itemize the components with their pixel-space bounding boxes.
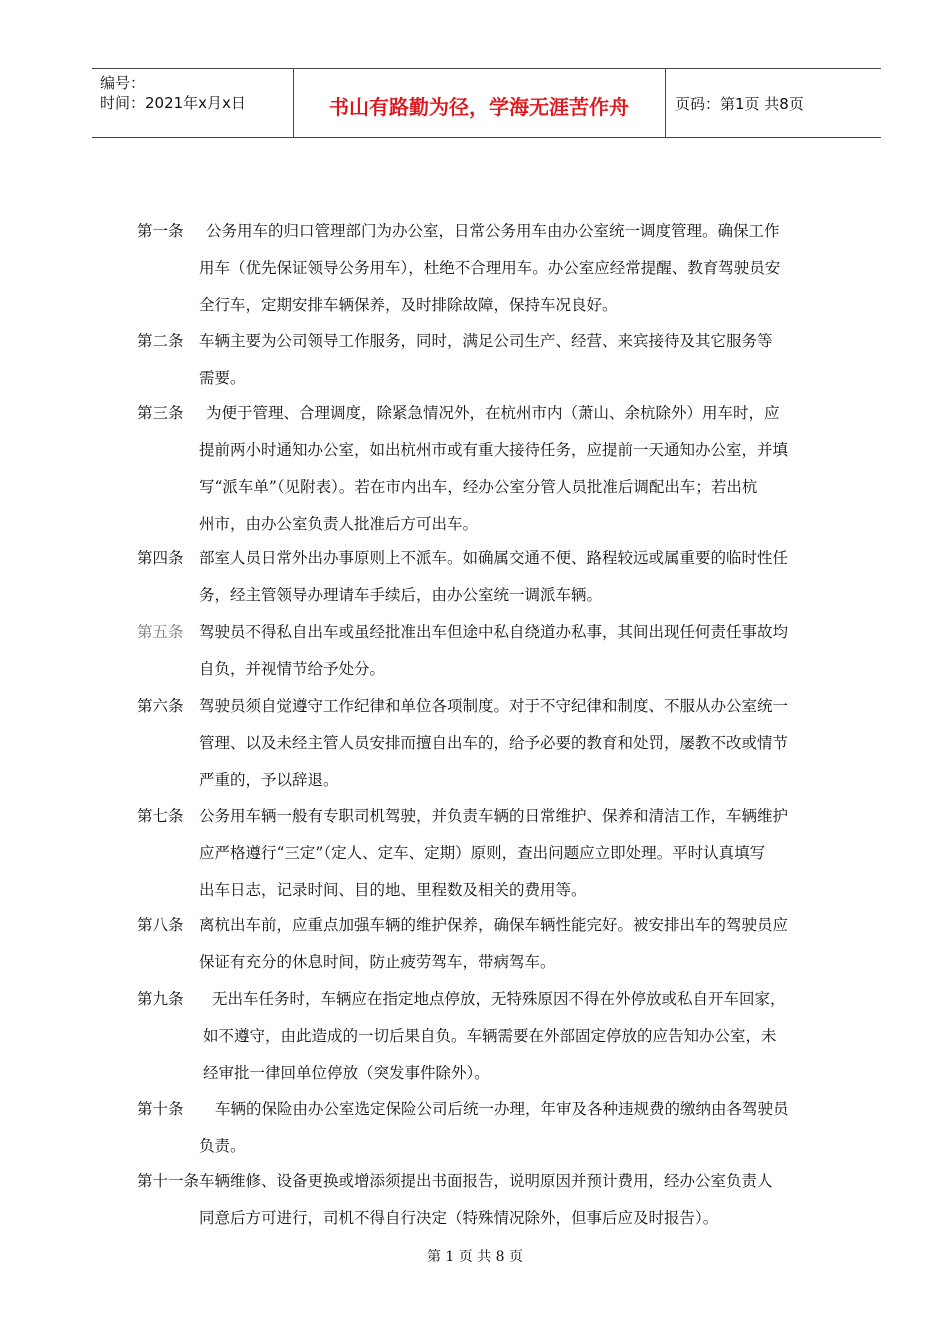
article-label: 第十一条 [137, 1172, 200, 1190]
document-number-label: 编号： [100, 74, 146, 92]
article-line: 同意后方可进行，司机不得自行决定（特殊情况除外，但事后应及时报告）。 [199, 1209, 719, 1227]
article-label: 第五条 [137, 623, 184, 641]
article-line: 负责。 [199, 1137, 246, 1155]
article-line: 如不遵守，由此造成的一切后果自负。车辆需要在外部固定停放的应告知办公室，未 [203, 1027, 777, 1045]
article-label: 第八条 [137, 916, 184, 934]
article-line: 写“派车单”（见附表）。若在市内出车，经办公室分管人员批准后调配出车；若出杭 [199, 478, 758, 496]
article-line: 公务用车的归口管理部门为办公室，日常公务用车由办公室统一调度管理。确保工作 [206, 222, 780, 240]
article-label: 第六条 [137, 697, 184, 715]
article-line: 驾驶员不得私自出车或虽经批准出车但途中私自绕道办私事，其间出现任何责任事故均 [199, 623, 789, 641]
article-label: 第二条 [137, 332, 184, 350]
article-line: 车辆主要为公司领导工作服务，同时，满足公司生产、经营、来宾接待及其它服务等 [199, 332, 773, 350]
article-line: 为便于管理、合理调度，除紧急情况外，在杭州市内（萧山、余杭除外）用车时，应 [206, 404, 780, 422]
article-line: 车辆维修、设备更换或增添须提出书面报告，说明原因并预计费用，经办公室负责人 [199, 1172, 773, 1190]
article-line: 管理、以及未经主管人员安排而擅自出车的，给予必要的教育和处罚，屡教不改或情节 [199, 734, 789, 752]
article-label: 第七条 [137, 807, 184, 825]
article-line: 全行车，定期安排车辆保养，及时排除故障，保持车况良好。 [199, 296, 618, 314]
page-footer: 第 1 页 共 8 页 [426, 1249, 524, 1265]
article-line: 需要。 [199, 369, 246, 387]
article-label: 第九条 [137, 990, 184, 1008]
header-motto: 书山有路勤为径，学海无涯苦作舟 [329, 95, 629, 119]
article-line: 车辆的保险由办公室选定保险公司后统一办理，年审及各种违规费的缴纳由各驾驶员 [215, 1100, 789, 1118]
article-label: 第四条 [137, 549, 184, 567]
article-line: 驾驶员须自觉遵守工作纪律和单位各项制度。对于不守纪律和制度、不服从办公室统一 [199, 697, 789, 715]
article-line: 出车日志，记录时间、目的地、里程数及相关的费用等。 [199, 881, 587, 899]
article-label: 第三条 [137, 404, 184, 422]
article-line: 应严格遵行“三定”（定人、定车、定期）原则，查出问题应立即处理。平时认真填写 [199, 844, 766, 862]
article-line: 提前两小时通知办公室，如出杭州市或有重大接待任务，应提前一天通知办公室，并填 [199, 441, 789, 459]
article-line: 无出车任务时，车辆应在指定地点停放，无特殊原因不得在外停放或私自开车回家， [212, 990, 786, 1008]
header-page-info: 页码：第1页 共8页 [675, 95, 804, 113]
document-time-label: 时间：2021年x月x日 [100, 94, 246, 112]
article-line: 经审批一律回单位停放（突发事件除外）。 [203, 1064, 490, 1082]
article-line: 务，经主管领导办理请车手续后，由办公室统一调派车辆。 [199, 586, 603, 604]
article-label: 第一条 [137, 222, 184, 240]
article-line: 严重的，予以辞退。 [199, 771, 339, 789]
article-line: 自负，并视情节给予处分。 [199, 660, 386, 678]
article-line: 部室人员日常外出办事原则上不派车。如确属交通不便、路程较远或属重要的临时性任 [199, 549, 789, 567]
article-line: 保证有充分的休息时间，防止疲劳驾车，带病驾车。 [199, 953, 556, 971]
article-label: 第十条 [137, 1100, 184, 1118]
article-line: 用车（优先保证领导公务用车），杜绝不合理用车。办公室应经常提醒、教育驾驶员安 [199, 259, 781, 277]
article-line: 离杭出车前，应重点加强车辆的维护保养，确保车辆性能完好。被安排出车的驾驶员应 [199, 916, 789, 934]
article-line: 州市，由办公室负责人批准后方可出车。 [199, 515, 479, 533]
article-line: 公务用车辆一般有专职司机驾驶，并负责车辆的日常维护、保养和清洁工作，车辆维护 [199, 807, 789, 825]
